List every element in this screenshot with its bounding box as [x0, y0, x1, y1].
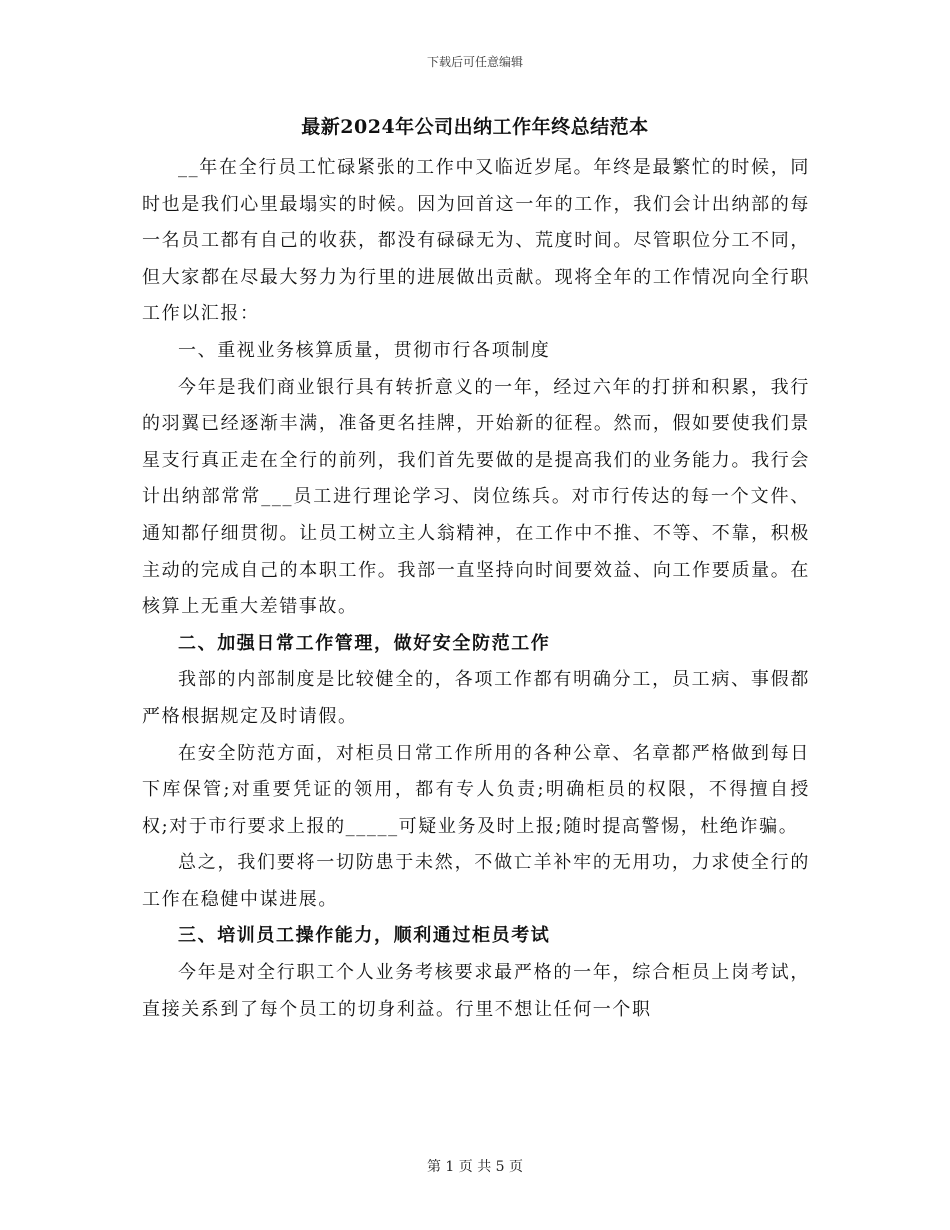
- paragraph: 总之，我们要将一切防患于未然，不做亡羊补牢的无用功，力求使全行的工作在稳健中谋进展。: [142, 852, 810, 910]
- section-heading-3: 三、培训员工操作能力，顺利通过柜员考试: [178, 925, 551, 947]
- paragraph: 在安全防范方面，对柜员日常工作所用的各种公章、名章都严格做到每日下库保管;对重要凭证的领用，都有专人负责;明确柜员的权限，不得擅自授权;对于市行要求上报的_____可疑业务及时上报;随时提高警惕，杜绝诈骗。: [142, 742, 810, 837]
- paragraph-intro: __年在全行员工忙碌紧张的工作中又临近岁尾。年终是最繁忙的时候，同时也是我们心里最塌实的时候。因为回首这一年的工作，我们会计出纳部的每一名员工都有自己的收获，都没有碌碌无为、荒度时间。尽管职位分工不同，但大家都在尽最大努力为行里的进展做出贡献。现将全年的工作情况向全行职工作以汇报：: [142, 157, 810, 325]
- document-title: 最新2024年公司出纳工作年终总结范本: [301, 116, 649, 138]
- section-heading-1: 一、重视业务核算质量，贯彻市行各项制度: [178, 339, 551, 361]
- section-heading-2: 二、加强日常工作管理，做好安全防范工作: [178, 632, 551, 654]
- paragraph: 今年是对全行职工个人业务考核要求最严格的一年，综合柜员上岗考试，直接关系到了每个员工的切身利益。行里不想让任何一个职: [142, 962, 810, 1020]
- page-footer-number: 第 1 页 共 5 页: [426, 1159, 524, 1175]
- document-body: [142, 150, 810, 1028]
- paragraph: 我部的内部制度是比较健全的，各项工作都有明确分工，员工病、事假都严格根据规定及时请假。: [142, 669, 810, 727]
- paragraph: 今年是我们商业银行具有转折意义的一年，经过六年的打拼和积累，我行的羽翼已经逐渐丰满，准备更名挂牌，开始新的征程。然而，假如要使我们景星支行真正走在全行的前列，我们首先要做的是提高我们的业务能力。我行会计出纳部常常___员工进行理论学习、岗位练兵。对市行传达的每一个文件、通知都仔细贯彻。让员工树立主人翁精神，在工作中不推、不等、不靠，积极主动的完成自己的本职工作。我部一直坚持向时间要效益、向工作要质量。在核算上无重大差错事故。: [142, 376, 810, 618]
- page-header-note: 下载后可任意编辑: [426, 55, 523, 69]
